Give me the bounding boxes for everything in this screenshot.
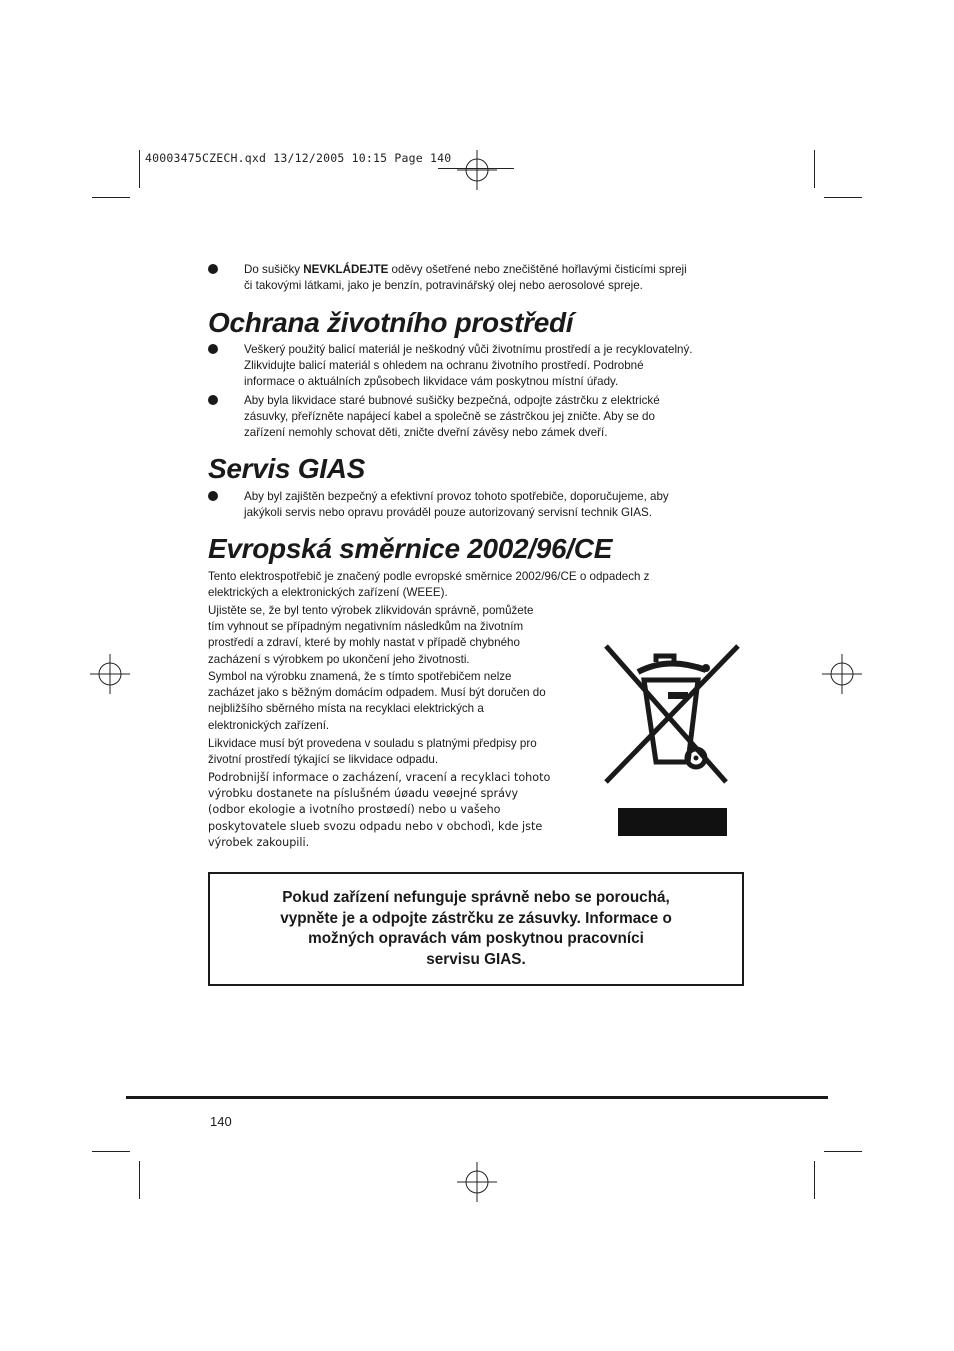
bullet-text-line: zásuvky, přeřízněte napájecí kabel a společně se zástrčkou jej zničte. Aby se do — [244, 410, 655, 424]
section-heading-service: Servis GIAS — [208, 453, 366, 484]
page-number: 140 — [210, 1114, 232, 1129]
bullet-text-line: Aby byl zajištěn bezpečný a efektivní provoz tohoto spotřebiče, doporučujeme, aby — [244, 490, 669, 503]
service-notice-text — [210, 888, 742, 970]
registration-mark-left-icon — [90, 654, 130, 694]
bullet-icon — [208, 395, 218, 405]
notice-line: možných opravách vám poskytnou pracovníci — [308, 930, 644, 947]
paragraph-line: Likvidace musí být provedena v souladu s platnými předpisy pro — [208, 737, 537, 750]
bullet-text — [244, 489, 754, 521]
bullet-text-line: Veškerý použitý balicí materiál je neškodný vůči životnímu prostředí a je recyklovatelný. — [244, 343, 693, 356]
paragraph-line: výrobku dostanete na píslušném úøadu veøejné správy — [208, 787, 519, 801]
service-notice-box — [208, 872, 744, 986]
bullet-icon — [208, 344, 218, 354]
crop-mark-bottom-left-h — [92, 1151, 130, 1152]
paragraph-line: (odbor ekologie a ivotního prostøedí) nebo u vašeho — [208, 803, 501, 817]
bullet-text-line: či takovými látkami, jako je benzín, potravinářský olej nebo aerosolové spreje. — [244, 279, 643, 293]
bullet-text-rest: oděvy ošetřené nebo znečištěné hořlavými čisticími spreji — [388, 263, 687, 276]
crop-mark-top-left-v — [139, 150, 140, 188]
paragraph — [208, 569, 748, 601]
paragraph-line: zacházet jako s běžným domácím odpadem. Musí být doručen do — [208, 686, 546, 700]
footer-rule — [126, 1096, 828, 1099]
registration-mark-right-icon — [822, 654, 862, 694]
paragraph-line: Ujistěte se, že byl tento výrobek zlikvidován správně, pomůžete — [208, 604, 534, 617]
paragraph — [208, 669, 598, 734]
crop-mark-bottom-left-v — [139, 1161, 140, 1199]
registration-mark-bottom-icon — [457, 1162, 497, 1202]
bullet-text-line: zařízení nemohly schovat děti, zničte dveřní závěsy nebo zámek dveří. — [244, 426, 608, 440]
paragraph-line: elektronických zařízení. — [208, 718, 330, 732]
paragraph — [208, 770, 598, 851]
notice-line: Pokud zařízení nefunguje správně nebo se porouchá, — [282, 889, 670, 906]
paragraph — [208, 603, 598, 668]
bullet-text-emphasis: NEVKLÁDEJTE — [303, 263, 389, 276]
paragraph-line: tím vyhnout se případným negativním následkům na životním — [208, 620, 524, 634]
print-slug: 40003475CZECH.qxd 13/12/2005 10:15 Page 140 — [145, 151, 452, 165]
bullet-text — [244, 342, 754, 391]
crop-mark-bottom-right-h — [824, 1151, 862, 1152]
paragraph-line: Tento elektrospotřebič je značený podle evropské směrnice 2002/96/CE o odpadech z — [208, 570, 650, 583]
notice-line: vypněte je a odpojte zástrčku ze zásuvky. Informace o — [280, 909, 672, 927]
paragraph-line: výrobek zakoupili. — [208, 835, 310, 849]
bullet-icon — [208, 264, 218, 274]
bullet-text-line: Zlikvidujte balicí materiál s ohledem na ochranu životního prostředí. Podrobné — [244, 359, 644, 373]
crop-mark-top-left-h — [92, 197, 130, 198]
crop-mark-top-right-h — [824, 197, 862, 198]
bullet-icon — [208, 491, 218, 501]
paragraph-line: Symbol na výrobku znamená, že s tímto spotřebičem nelze — [208, 670, 512, 683]
bullet-text-prefix: Do sušičky — [244, 263, 304, 276]
paragraph-line: elektrických a elektronických zařízení (WEEE). — [208, 586, 448, 600]
paragraph — [208, 736, 598, 768]
paragraph-line: životní prostředí týkající se likvidace odpadu. — [208, 753, 439, 767]
crop-mark-bottom-right-v — [814, 1161, 815, 1199]
bullet-text-line: Aby byla likvidace staré bubnové sušičky bezpečná, odpojte zástrčku z elektrické — [244, 394, 660, 407]
bullet-text — [244, 262, 754, 294]
bullet-text-line: jakýkoli servis nebo opravu prováděl pouze autorizovaný servisní technik GIAS. — [244, 506, 652, 520]
bullet-text-line: informace o aktuálních způsobech likvidace vám poskytnou místní úřady. — [244, 375, 619, 389]
crop-mark-top-right-v — [814, 150, 815, 188]
paragraph-line: nejbližšího sběrného místa na recyklaci elektrických a — [208, 702, 484, 716]
notice-line: servisu GIAS. — [426, 950, 526, 968]
section-heading-directive: Evropská směrnice 2002/96/CE — [208, 533, 613, 564]
crossed-out-wheelie-bin-icon — [590, 636, 750, 846]
section-heading-environment: Ochrana životního prostředí — [208, 307, 574, 338]
paragraph-line: zacházení s výrobkem po ukončení jeho životnosti. — [208, 652, 470, 666]
registration-mark-top-icon — [457, 150, 497, 190]
paragraph-line: Podrobnijší informace o zacházení, vracení a recyklaci tohoto — [208, 771, 551, 784]
paragraph-line: prostředí a zdraví, které by mohly nastat v případě chybného — [208, 636, 520, 650]
paragraph-line: poskytovatele slueb svozu odpadu nebo v obchodì, kde jste — [208, 819, 543, 833]
bullet-text — [244, 393, 754, 442]
